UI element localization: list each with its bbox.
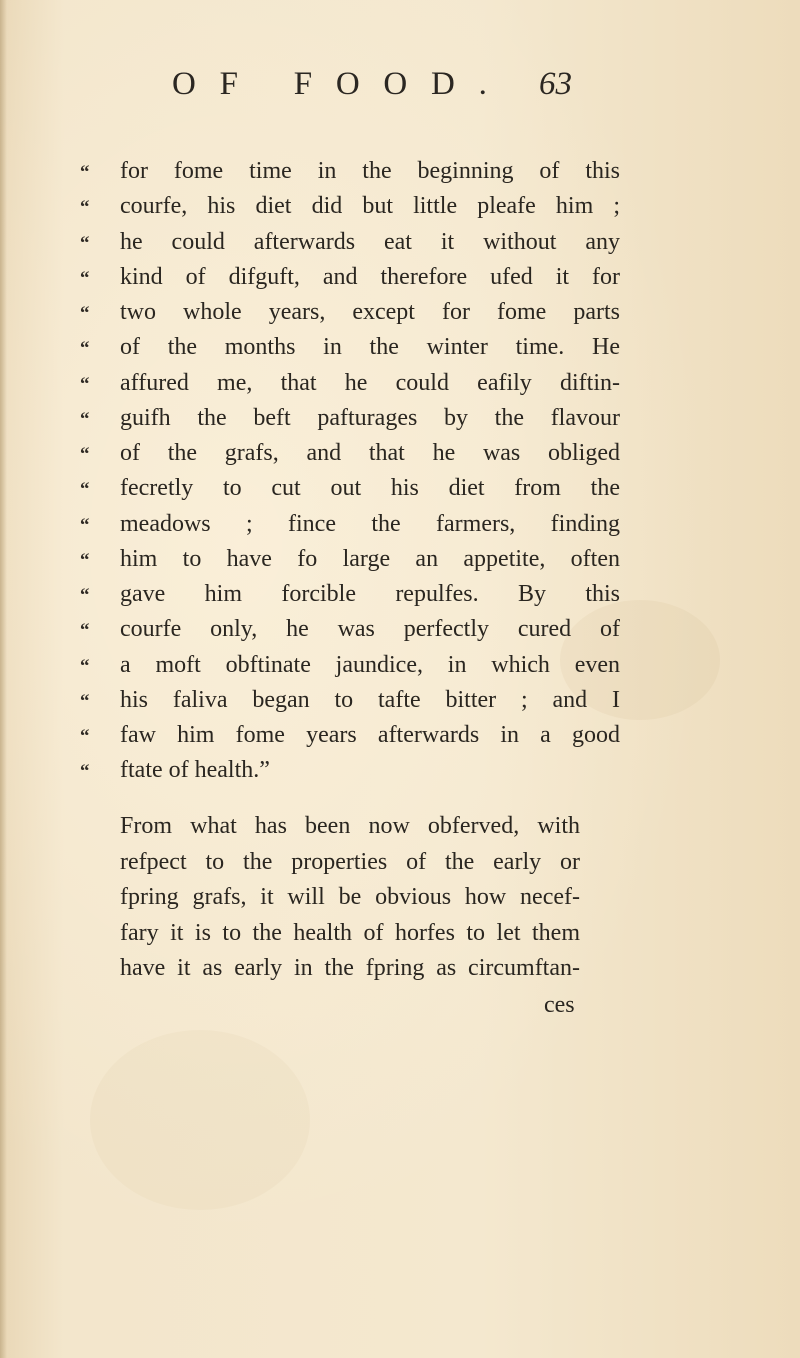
open-quote-mark: “ bbox=[80, 585, 90, 606]
quoted-passage bbox=[80, 154, 620, 789]
paragraph-line: From what has been now obferved, with bbox=[120, 813, 580, 839]
open-quote-mark: “ bbox=[80, 373, 90, 395]
quote-line bbox=[80, 295, 620, 330]
quote-line-text: gave him forcible repulfes. By this bbox=[120, 581, 620, 607]
quote-line-text: of the grafs, and that he was obliged bbox=[120, 440, 620, 466]
quote-line-text: for fome time in the beginning of this bbox=[120, 158, 620, 184]
open-quote-mark: “ bbox=[80, 232, 90, 254]
open-quote-mark: “ bbox=[80, 761, 90, 783]
quote-line-text: two whole years, except for fome parts bbox=[120, 299, 620, 325]
quote-line bbox=[80, 577, 620, 612]
quote-line bbox=[80, 189, 620, 224]
quote-line bbox=[80, 154, 620, 189]
quote-line bbox=[80, 471, 620, 506]
quote-line-text: of the months in the winter time. He bbox=[120, 334, 620, 361]
open-quote-mark: “ bbox=[80, 479, 90, 501]
quote-line-text: ftate of health.” bbox=[120, 757, 270, 784]
quote-line bbox=[80, 436, 620, 471]
open-quote-mark: “ bbox=[80, 303, 90, 324]
open-quote-mark: “ bbox=[80, 162, 90, 183]
quote-line bbox=[80, 260, 620, 295]
quote-line-text: guifh the beft pafturages by the flavour bbox=[120, 404, 620, 431]
quote-line-text: kind of difguft, and therefore ufed it for bbox=[120, 263, 620, 290]
open-quote-mark: “ bbox=[80, 267, 90, 289]
open-quote-mark: “ bbox=[80, 338, 90, 360]
open-quote-mark: “ bbox=[80, 444, 90, 465]
quote-line-text: courfe, his diet did but little pleafe him ; bbox=[120, 193, 620, 220]
quote-line-text: faw him fome years afterwards in a good bbox=[120, 722, 620, 748]
page-number: 63 bbox=[539, 66, 572, 102]
paragraph-line: fary it is to the health of horfes to let them bbox=[120, 919, 580, 946]
quote-line bbox=[80, 718, 620, 753]
quote-line bbox=[80, 542, 620, 577]
quote-line bbox=[80, 612, 620, 647]
catchword: ces bbox=[544, 992, 575, 1018]
open-quote-mark: “ bbox=[80, 408, 90, 430]
quote-line-text: courfe only, he was perfectly cured of bbox=[120, 616, 620, 643]
quote-line-text: him to have fo large an appetite, often bbox=[120, 545, 620, 572]
quote-line bbox=[80, 507, 620, 542]
running-title: OF FOOD. bbox=[172, 66, 511, 102]
quote-line bbox=[80, 753, 620, 788]
quote-line bbox=[80, 648, 620, 683]
quote-line bbox=[80, 683, 620, 718]
quote-line-text: meadows ; fince the farmers, finding bbox=[120, 510, 620, 537]
open-quote-mark: “ bbox=[80, 655, 90, 677]
paragraph-line: have it as early in the fpring as circumftan- bbox=[120, 955, 580, 981]
open-quote-mark: “ bbox=[80, 726, 90, 747]
body-paragraph bbox=[120, 809, 580, 987]
running-head bbox=[172, 66, 632, 116]
quote-line bbox=[80, 330, 620, 365]
page-edge-shadow bbox=[0, 0, 7, 1358]
quote-line bbox=[80, 225, 620, 260]
paragraph-line: fpring grafs, it will be obvious how necef- bbox=[120, 884, 580, 910]
open-quote-mark: “ bbox=[80, 514, 90, 536]
open-quote-mark: “ bbox=[80, 549, 90, 571]
quote-line-text: a moft obftinate jaundice, in which even bbox=[120, 651, 620, 678]
open-quote-mark: “ bbox=[80, 620, 90, 642]
paper-stain bbox=[90, 1030, 310, 1210]
quote-line-text: fecretly to cut out his diet from the bbox=[120, 475, 620, 502]
quote-line-text: his faliva began to tafte bitter ; and I bbox=[120, 686, 620, 713]
paragraph-line: refpect to the properties of the early or bbox=[120, 848, 580, 875]
quote-line bbox=[80, 366, 620, 401]
open-quote-mark: “ bbox=[80, 197, 90, 219]
quote-line-text: affured me, that he could eafily diftin- bbox=[120, 369, 620, 396]
open-quote-mark: “ bbox=[80, 690, 90, 712]
quote-line bbox=[80, 401, 620, 436]
quote-line-text: he could afterwards eat it without any bbox=[120, 228, 620, 255]
